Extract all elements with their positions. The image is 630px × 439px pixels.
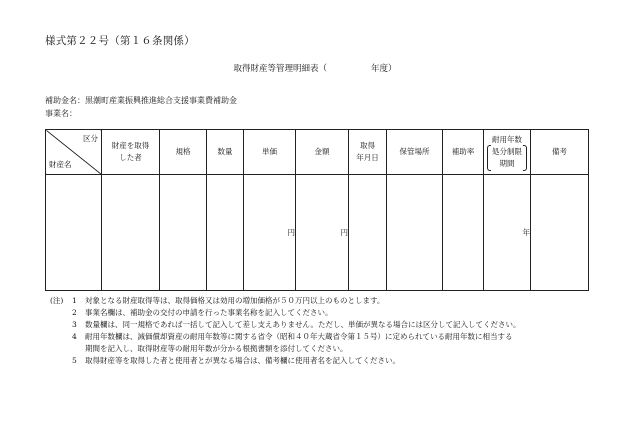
- note-number: 5: [72, 356, 77, 365]
- note-number: 3: [72, 320, 77, 329]
- note-number: 1: [72, 296, 77, 305]
- header-spec: 規格: [160, 130, 207, 175]
- note-item-3: [50, 319, 520, 331]
- header-asset-name: 財産名: [49, 160, 72, 169]
- note-item-4-continued: 期間を記入し、取得財産等の耐用年数が分かる根拠書類を添付してください。: [85, 344, 348, 353]
- header-remarks: 備考: [531, 130, 589, 175]
- form-number: 様式第２２号（第１６条関係）: [45, 35, 195, 47]
- header-amount: 金額: [296, 130, 349, 175]
- header-category: 区分: [83, 134, 98, 143]
- note-text: 耐用年数欄は、減価償却資産の耐用年数等に関する省令（昭和４０年大蔵省令第１５号）に定められている耐用年数に相当する: [85, 332, 513, 341]
- asset-ledger-table: [45, 129, 589, 291]
- note-item-2: [50, 307, 520, 319]
- cell-quantity: [207, 175, 244, 291]
- note-number: 2: [72, 308, 77, 317]
- note-text: 取得財産等を取得した者と使用者とが異なる場合は、備考欄に使用者名を記入してください。: [85, 356, 400, 365]
- table-row: [46, 175, 589, 291]
- header-storage-location: 保管場所: [387, 130, 443, 175]
- header-subsidy-rate: 補助率: [443, 130, 484, 175]
- note-text: 事業名欄は、補助金の交付の申請を行った事業名称を記入してください。: [85, 308, 333, 317]
- project-name-line: 事業名：: [45, 109, 77, 118]
- cell-subsidy-rate: [443, 175, 484, 291]
- header-acquisition-date: 取得 年月日: [349, 130, 387, 175]
- table-header-row: [46, 130, 589, 175]
- header-corner-cell: [46, 130, 102, 175]
- cell-acquisition-date: [349, 175, 387, 291]
- note-text: 数量欄は、同一規格であれば一括して記入して差し支えありません。ただし、単価が異なる場合には区分して記入してください。: [85, 320, 521, 329]
- document-title: [0, 62, 630, 74]
- cell-useful-life: 年: [484, 175, 531, 291]
- notes-section: [50, 295, 520, 367]
- title-main: 取得財産等管理明細表（: [233, 64, 327, 74]
- grant-name-line: 補助金名：黒潮町産業振興推進総合支援事業費補助金: [45, 96, 237, 105]
- cell-acquirer: [102, 175, 160, 291]
- cell-unit-price: 円: [244, 175, 296, 291]
- title-fiscal-year: 年度）: [371, 64, 397, 74]
- note-item-5: [50, 355, 520, 367]
- cell-storage-location: [387, 175, 443, 291]
- note-item-1: [50, 295, 520, 307]
- note-text: 対象となる財産取得等は、取得価格又は効用の増加価格が５０万円以上のものとします。: [85, 296, 385, 305]
- notes-lead: (注): [50, 296, 64, 305]
- header-acquirer: 財産を取得 した者: [102, 130, 160, 175]
- header-quantity: 数量: [207, 130, 244, 175]
- header-useful-life: 耐用年数 処分制限 期間: [484, 130, 531, 175]
- cell-remarks: [531, 175, 589, 291]
- cell-asset-name: [46, 175, 102, 291]
- header-unit-price: 単価: [244, 130, 296, 175]
- note-number: 4: [72, 332, 77, 341]
- cell-amount: 円: [296, 175, 349, 291]
- note-item-4: [50, 331, 520, 343]
- cell-spec: [160, 175, 207, 291]
